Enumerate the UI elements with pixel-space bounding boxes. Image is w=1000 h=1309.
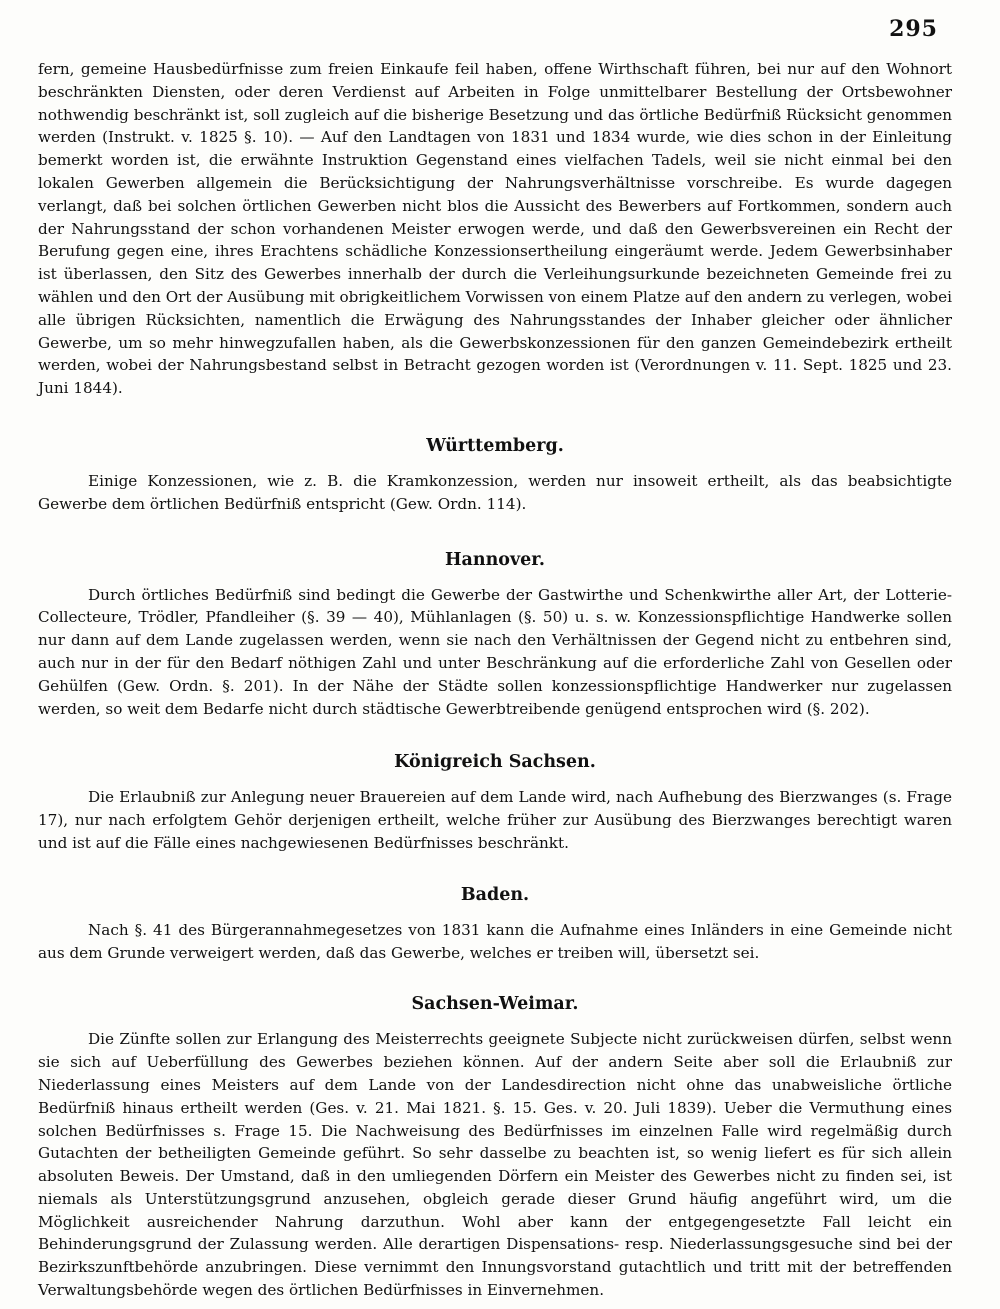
paragraph-hannover: Durch örtliches Bedürfniß sind bedingt die Gewerbe der Gastwirthe und Schenkwirthe aller Art, der Lotterie-Collecteure, Trödler, Pfandleiher (§. 39 — 40), Mühlanlagen (§. 50) u. s. w. Konzessionspflichtige Handwerke sollen nur dann auf dem Lande zugelassen werden, wenn sie nach den Verhältnissen der Gegend nicht zu entbehren sind, auch nur in der für den Bedarf nöthigen Zahl und unter Beschränkung auf die erforderliche Zahl von Gesellen oder Gehülfen (Gew. Ordn. §. 201). In der Nähe der Städte sollen konzessionspflichtige Handwerker nur zugelassen werden, so weit dem Bedarfe nicht durch städtische Gewerbtreibende genügend entsprochen wird (§. 202). bbox=[38, 585, 952, 718]
page-body bbox=[38, 58, 952, 1302]
page-number: 295 bbox=[889, 16, 938, 42]
paragraph-sachsen-weimar: Die Zünfte sollen zur Erlangung des Meisterrechts geeignete Subjecte nicht zurückweisen dürfen, selbst wenn sie sich auf Ueberfüllung des Gewerbes beziehen können. Auf der andern Seite aber soll die Erlaubniß zur Niederlassung eines Meisters auf dem Lande von der Landesdirection nicht ohne das unabweisliche örtliche Bedürfniß hinaus ertheilt werden (Ges. v. 21. Mai 1821. §. 15. Ges. v. 20. Juli 1839). Ueber die Vermuthung eines solchen Bedürfnisses s. Frage 15. Die Nachweisung des Bedürfnisses im einzelnen Falle wird regelmäßig durch Gutachten der betheiligten Gemeinde geführt. So sehr dasselbe zu beachten ist, so wenig liefert es für sich allein absoluten Beweis. Der Umstand, daß in den umliegenden Dörfern ein Meister des Gewerbes nicht zu finden sei, ist niemals als Unterstützungsgrund anzusehen, obgleich gerade dieser Grund häufig angeführt wird, um die Möglichkeit ausreichender Nahrung darzuthun. Wohl aber kann der entgegengesetzte Fall leicht ein Behinderungsgrund der Zulassung werden. Alle derartigen Dispensations- resp. Niederlassungsgesuche sind bei der Bezirkszunftbehörde anzubringen. Diese vernimmt den Innungsvorstand gutachtlich und tritt mit der betreffenden Verwaltungsbehörde wegen des örtlichen Bedürfnisses in Einvernehmen. bbox=[38, 1030, 952, 1300]
intro-paragraph: fern, gemeine Hausbedürfnisse zum freien Einkaufe feil haben, offene Wirthschaft führen, bei nur auf den Wohnort beschränkten Diensten, oder deren Verdienst auf Arbeiten in Folge unmittelbarer Bestellung der Ortsbewohner nothwendig beschränkt ist, soll zugleich auf die bisherige Besetzung und das örtliche Bedürfniß Rücksicht genommen werden (Instrukt. v. 1825 §. 10). — Auf den Landtagen von 1831 und 1834 wurde, wie dies schon in der Einleitung bemerkt worden ist, die erwähnte Instruktion Gegenstand eines vielfachen Tadels, weil sie nicht einmal bei den lokalen Gewerben allgemein die Berücksichtigung der Nahrungsverhältnisse vorschreibe. Es wurde dagegen verlangt, daß bei solchen örtlichen Gewerben nicht blos die Aussicht des Bewerbers auf Fortkommen, sondern auch der Nahrungsstand der schon vorhandenen Meister erwogen werde, und daß den Gewerbsvereinen ein Recht der Berufung gegen eine, ihres Erachtens schädliche Konzessionsertheilung eingeräumt werde. Jedem Gewerbsinhaber ist überlassen, den Sitz des Gewerbes innerhalb der durch die Verleihungsurkunde bezeichneten Gemeinde frei zu wählen und den Ort der Ausübung mit obrigkeitlichem Vorwissen von einem Platze auf den andern zu verlegen, wobei alle übrigen Rücksichten, namentlich die Erwägung des Nahrungsstandes der Inhaber gleicher oder ähnlicher Gewerbe, um so mehr hinwegzufallen haben, als die Gewerbskonzessionen für den ganzen Gemeindebezirk ertheilt werden, wobei der Nahrungsbestand selbst in Betracht gezogen worden ist (Verordnungen v. 11. Sept. 1825 und 23. Juni 1844). bbox=[38, 60, 952, 398]
paragraph-koenigreich-sachsen: Die Erlaubniß zur Anlegung neuer Brauereien auf dem Lande wird, nach Aufhebung des Bierzwanges (s. Frage 17), nur nach erfolgtem Gehör derjenigen ertheilt, welche früher zur Ausübung des Bierzwanges berechtigt waren und ist auf die Fälle eines nachgewiesenen Bedürfnisses beschränkt. bbox=[38, 788, 952, 852]
heading-wuerttemberg: Württemberg. bbox=[426, 435, 564, 456]
heading-baden: Baden. bbox=[460, 884, 530, 905]
heading-hannover: Hannover. bbox=[444, 549, 545, 570]
paragraph-baden: Nach §. 41 des Bürgerannahmegesetzes von 1831 kann die Aufnahme eines Inländers in eine Gemeinde nicht aus dem Grunde verweigert werden, daß das Gewerbe, welches er treiben will, übersetzt sei. bbox=[38, 920, 952, 962]
paragraph-wuerttemberg: Einige Konzessionen, wie z. B. die Kramkonzession, werden nur insoweit ertheilt, als das beabsichtigte Gewerbe dem örtlichen Bedürfniß entspricht (Gew. Ordn. 114). bbox=[38, 471, 952, 513]
heading-sachsen-weimar: Sachsen-Weimar. bbox=[411, 994, 579, 1015]
heading-koenigreich-sachsen: Königreich Sachsen. bbox=[394, 752, 596, 773]
